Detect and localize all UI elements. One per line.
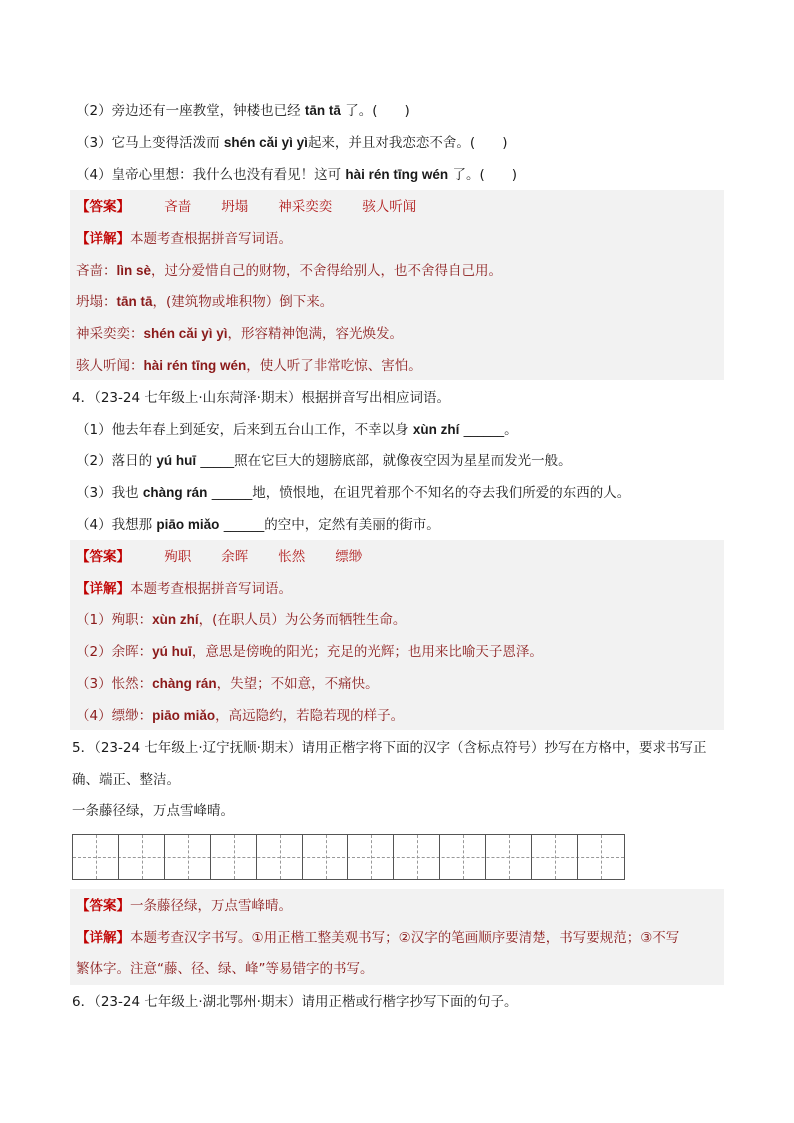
q3-explanation-3: 神采奕奕：shén cǎi yì yì，形容精神饱满，容光焕发。 [76, 326, 404, 342]
grid-cell[interactable] [73, 835, 119, 879]
cell-midline [188, 835, 189, 879]
grid-cell[interactable] [211, 835, 257, 879]
cell-midline [463, 835, 464, 879]
q4-explanation-3: （3）怅然：chàng rán，失望；不如意，不痛快。 [76, 676, 379, 692]
grid-cell[interactable] [532, 835, 578, 879]
grid-cell[interactable] [440, 835, 486, 879]
q3-detail-line: 【详解】本题考查根据拼音写词语。 [76, 231, 292, 247]
q6-header: 6．（23-24 七年级上·湖北鄂州·期末）请用正楷或行楷字抄写下面的句子。 [72, 994, 518, 1010]
q3-item-2: （2）旁边还有一座教堂，钟楼也已经 tān tā 了。( ) [76, 103, 410, 119]
grid-cell[interactable] [303, 835, 349, 879]
cell-midline [555, 835, 556, 879]
cell-midline [509, 835, 510, 879]
q5-header-line-1: 5．（23-24 七年级上·辽宁抚顺·期末）请用正楷字将下面的汉字（含标点符号）抄写在方格中，要求书写正 [72, 740, 707, 756]
cell-midline [326, 835, 327, 879]
grid-cell[interactable] [257, 835, 303, 879]
q3-explanation-4: 骇人听闻：hài rén tīng wén，使人听了非常吃惊、害怕。 [76, 358, 422, 374]
writing-grid[interactable] [72, 834, 625, 880]
q4-item-4: （4）我想那 piāo miǎo ______的空中，定然有美丽的街市。 [76, 517, 440, 533]
cell-midline [371, 835, 372, 879]
grid-cell[interactable] [119, 835, 165, 879]
q4-answer-line: 【答案】 殉职 余晖 怅然 缥缈 [76, 549, 363, 565]
q5-detail-line-2: 繁体字。注意“藤、径、绿、峰”等易错字的书写。 [76, 961, 374, 977]
grid-cell[interactable] [578, 835, 624, 879]
q3-answer-box [70, 190, 724, 380]
q4-explanation-2: （2）余晖：yú huī，意思是傍晚的阳光；充足的光辉；也用来比喻天子恩泽。 [76, 644, 543, 660]
q5-answer-line: 【答案】一条藤径绿，万点雪峰晴。 [76, 898, 292, 914]
grid-cell[interactable] [486, 835, 532, 879]
grid-cell[interactable] [349, 835, 395, 879]
q4-detail-line: 【详解】本题考查根据拼音写词语。 [76, 581, 292, 597]
q3-item-3: （3）它马上变得活泼而 shén cǎi yì yì起来，并且对我恋恋不舍。( ) [76, 135, 508, 151]
q4-item-2: （2）落日的 yú huī _____照在它巨大的翅膀底部，就像夜空因为星星而发光一般。 [76, 453, 572, 469]
q3-item-4: （4）皇帝心里想：我什么也没有看见！这可 hài rén tīng wén 了。( ) [76, 167, 517, 183]
q4-answer-box [70, 540, 724, 730]
q5-detail-line-1: 【详解】本题考查汉字书写。①用正楷工整美观书写；②汉字的笔画顺序要清楚，书写要规范；③不写 [76, 930, 680, 946]
q4-explanation-4: （4）缥缈：piāo miǎo，高远隐约，若隐若现的样子。 [76, 708, 405, 724]
cell-midline [142, 835, 143, 879]
q4-explanation-1: （1）殉职：xùn zhí，(在职人员）为公务而牺牲生命。 [76, 612, 407, 628]
cell-midline [96, 835, 97, 879]
cell-midline [601, 835, 602, 879]
q5-poem: 一条藤径绿，万点雪峰晴。 [72, 803, 234, 819]
grid-cell[interactable] [394, 835, 440, 879]
cell-midline [280, 835, 281, 879]
cell-midline [234, 835, 235, 879]
grid-cell[interactable] [165, 835, 211, 879]
q3-explanation-2: 坍塌：tān tā，(建筑物或堆积物）倒下来。 [76, 294, 334, 310]
q4-item-3: （3）我也 chàng rán ______地，愤恨地，在诅咒着那个不知名的夺去我们所爱的东西的人。 [76, 485, 631, 501]
q3-answer-line: 【答案】 吝啬 坍塌 神采奕奕 骇人听闻 [76, 199, 417, 215]
cell-midline [417, 835, 418, 879]
q3-explanation-1: 吝啬：lìn sè，过分爱惜自己的财物，不舍得给别人，也不舍得自己用。 [76, 263, 503, 279]
q4-item-1: （1）他去年春上到延安，后来到五台山工作，不幸以身 xùn zhí ______。 [76, 422, 518, 438]
q5-header-line-2: 确、端正、整洁。 [72, 772, 180, 788]
q4-header: 4．（23-24 七年级上·山东菏泽·期末）根据拼音写出相应词语。 [72, 390, 450, 406]
